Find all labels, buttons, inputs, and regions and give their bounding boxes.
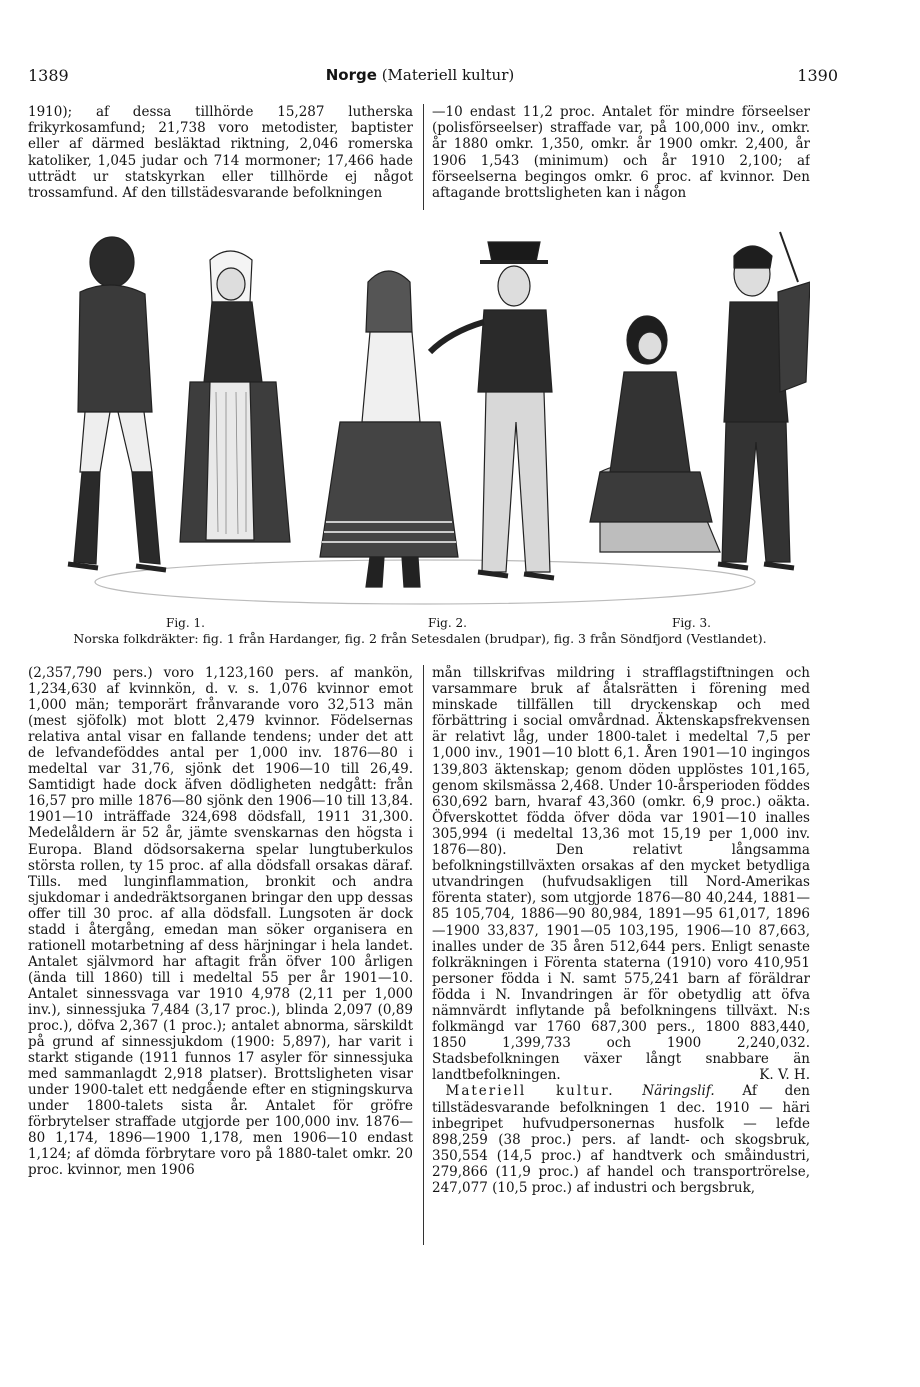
- figure-2-bride: [320, 271, 458, 587]
- page-number-right: 1390: [797, 66, 838, 85]
- figure-3-seated-woman: [590, 316, 720, 552]
- figure-1-woman: [180, 251, 290, 542]
- figure-label-3: Fig. 3.: [672, 616, 711, 630]
- running-head: [0, 66, 840, 84]
- section-heading: Materiell kultur.: [445, 1083, 615, 1100]
- paragraph: —10 endast 11,2 proc. Antalet för mindre förseelser (polisförseelser) straffade var, på 100,000 inv., omkr. år 1880 omkr. 1,350, omkr. år 1900 omkr. 2,400, år 1906 1,543 (minimum) och år 1910 2,100; af förseelserna begingos omkr. 6 proc. af kvinnor. Den aftagande brottsligheten kan i någon: [432, 104, 810, 202]
- paragraph-text: Af den tillstädesvarande befolkningen 1 dec. 1910 — häri inbegripet hufvudpersonernas husfolk — lefde 898,259 (38 proc.) pers. af landt- och skogsbruk, 350,554 (14,5 proc.) af handtverk och småindustri, 279,866 (11,9 proc.) af handel och transportrörelse, 247,077 (10,5 proc.) af industri och bergsbruk,: [432, 1083, 810, 1196]
- figure-label-2: Fig. 2.: [428, 616, 467, 630]
- paragraph: [432, 665, 810, 1083]
- paragraph-text: mån tillskrifvas mildring i strafflagstiftningen och varsammare bruk af åtalsrätten i förening med minskade tillfällen till dryckenskap och med förbättring i social omvårdnad. Äktenskapsfrekvensen är relativt låg, under 1800-talet i medeltal 7,5 per 1,000 inv., 1901—10 blott 6,1. Åren 1901—10 ingingos 139,803 äktenskap; genom döden upplöstes 101,165, genom skilsmässa 2,468. Under 10-årsperioden föddes 630,692 barn, hvaraf 43,360 (omkr. 6,9 proc.) oäkta. Öfverskottet födda öfver döda var 1901—10 inalles 305,994 (i medeltal 13,36 mot 15,19 per 1,000 inv. 1876—80). Den relativt långsamma befolkningstillväxten orsakas af den mycket betydliga utvandringen (hufvudsakligen till Nord-Amerikas förenta stater), som utgjorde 1876—80 40,244, 1881—85 105,704, 1886—90 80,984, 1891—95 61,017, 1896—1900 33,837, 1901—05 103,195, 1906—10 87,663, inalles under de 35 åren 512,644 pers. Enligt senaste folkräkningen i Förenta staterna (1910) voro 410,951 personer födda i N. samt 575,241 barn af föräldrar födda i N. Invandringen är för obetydlig att öfva nämnvärdt inflytande på befolkningens tillväxt. N:s folkmängd var 1760 687,300 pers., 1800 883,440, 1850 1,399,733 och 1900 2,240,032. Stadsbefolkningen växer långt snabbare än landtbefolkningen.: [432, 665, 810, 1084]
- folk-costume-illustration: [40, 222, 810, 614]
- paragraph: 1910); af dessa tillhörde 15,287 lutherska frikyrkosamfund; 21,738 voro metodister, baptister eller af därmed besläktad riktning, 2,046 romerska katoliker, 1,045 judar och 714 mormoner; 17,466 hade utträdt ur statskyrkan eller tillhörde ej något trossamfund. Af den tillstädesvarande befolkningen: [28, 104, 413, 202]
- paragraph: (2,357,790 pers.) voro 1,123,160 pers. af mankön, 1,234,630 af kvinnkön, d. v. s. 1,076 kvinnor emot 1,000 män; temporärt frånvarande voro 32,513 män (mest sjöfolk) mot blott 2,479 kvinnor. Födelsernas relativa antal visar en fallande tendens; under det att de lefvandeföddes antal per 1,000 inv. 1876—80 i medeltal var 31,76, sjönk det 1906—10 till 26,49. Samtidigt hade dock äfven dödligheten nedgått: från 16,57 pro mille 1876—80 sjönk den 1906—10 till 13,84. 1901—10 inträffade 324,698 dödsfall, 1911 31,300. Medelåldern är 52 år, jämte svenskarnas den högsta i Europa. Bland dödsorsakerna spelar lungtuberkulos största rollen, ty 15 proc. af alla dödsfall orsakas däraf. Tills. med lunginflammation, bronkit och andra sjukdomar i andedräktsorganen bringar den upp dessas offer till 30 proc. af alla dödsfall. Lungsoten är dock stadd i återgång, emedan man söker organisera en rationell motarbetning af dess härjningar i hela landet. Antalet självmord har aftagit från öfver 100 årligen (ända till 1860) till i medeltal 55 per år 1901—10. Antalet sinnessvaga var 1910 4,978 (2,11 per 1,000 inv.), sinnessjuka 7,484 (3,17 proc.), blinda 2,097 (0,89 proc.), döfva 2,367 (1 proc.); antalet abnorma, särskildt på grund af sinnessjukdom (1900: 5,897), har varit i starkt stigande (1911 funnos 17 asyler för sinnessjuka med sammanlagdt 2,918 platser). Brottsligheten visar under 1900-talet ett nedgående efter en stigningskurva under 1800-talets sista år. Antalet för gröfre förbrytelser straffade utgjorde per 100,000 inv. 1876—80 1,174, 1896—1900 1,178, men 1906—10 endast 1,124; af dömda förbrytare voro på 1880-talet omkr. 20 proc. kvinnor, men 1906: [28, 665, 413, 1179]
- figure-3-standing-man: [718, 232, 810, 568]
- figure-1-man: [68, 237, 166, 570]
- figure-caption: Norska folkdräkter: fig. 1 från Hardanger, fig. 2 från Setesdalen (brudpar), fig. 3 från Söndfjord (Vestlandet).: [73, 631, 767, 646]
- author-signature: K. V. H.: [759, 1067, 810, 1084]
- column-divider: [423, 104, 424, 210]
- running-head-bold: Norge: [325, 66, 377, 84]
- column-top-right: [432, 104, 810, 216]
- page-number-left: 1389: [28, 66, 69, 85]
- paragraph: [432, 1083, 810, 1196]
- section-subheading: Näringslif.: [642, 1083, 715, 1100]
- column-top-left: [28, 104, 413, 216]
- column-bottom-right: [432, 665, 810, 1225]
- figure-label-1: Fig. 1.: [166, 616, 205, 630]
- column-bottom-left: [28, 665, 413, 1265]
- column-divider: [423, 665, 424, 1245]
- running-head-rest: (Materiell kultur): [381, 66, 515, 84]
